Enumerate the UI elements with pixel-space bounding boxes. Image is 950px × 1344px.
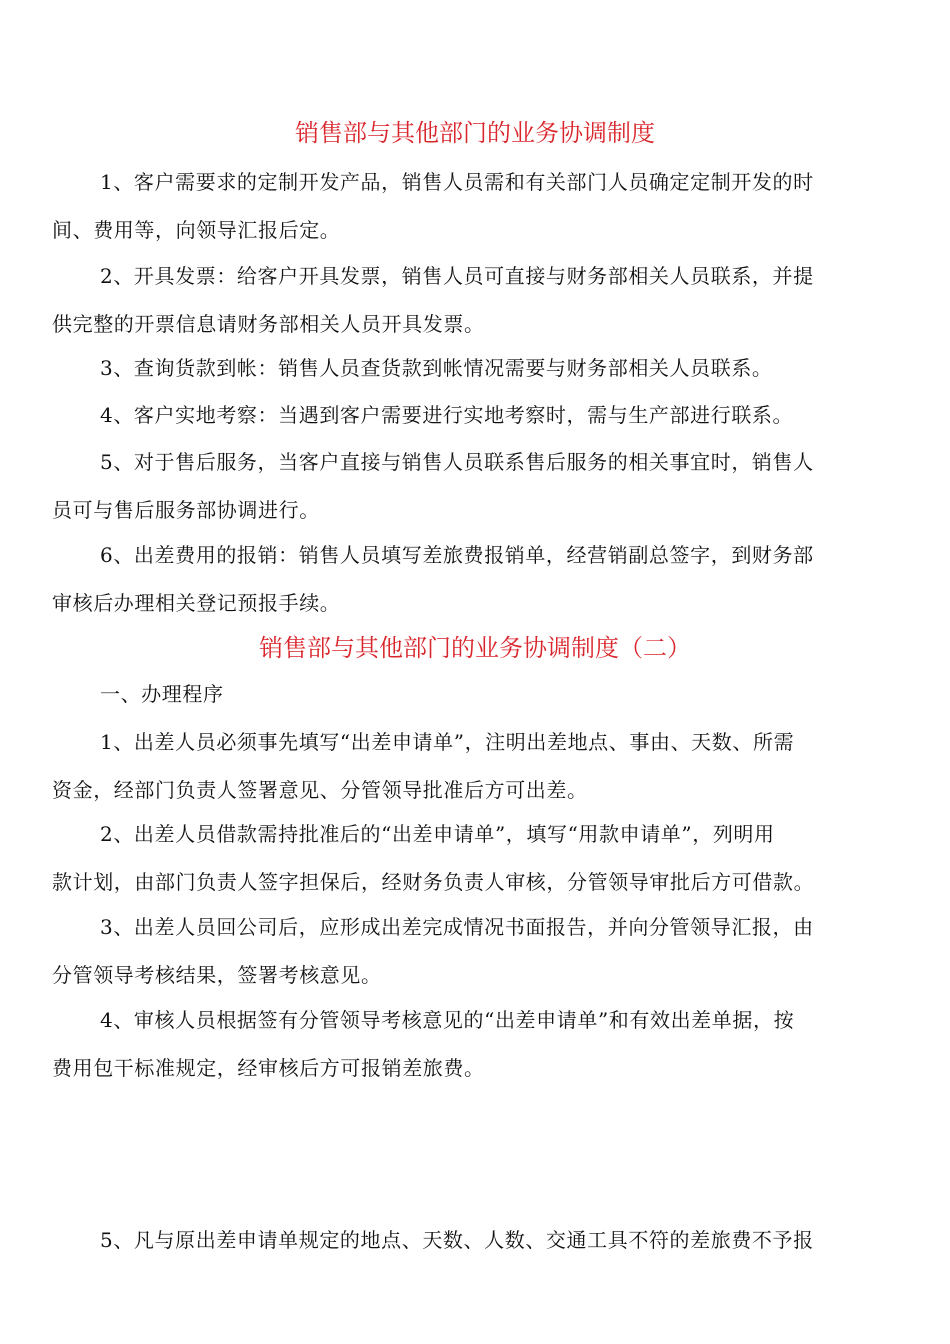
paragraph-line: 一、办理程序 [100,682,224,706]
section-2-title: 销售部与其他部门的业务协调制度（二） [259,634,691,662]
paragraph-line: 5、对于售后服务，当客户直接与销售人员联系售后服务的相关事宜时，销售人 [100,450,814,474]
section-1-paragraph-6 [52,531,900,627]
section-1-paragraph-2 [52,252,900,348]
paragraph-line: 3、查询货款到帐：销售人员查货款到帐情况需要与财务部相关人员联系。 [100,356,773,380]
paragraph-line: 审核后办理相关登记预报手续。 [52,591,341,615]
paragraph-line: 3、出差人员回公司后，应形成出差完成情况书面报告，并向分管领导汇报，由 [100,915,814,939]
section-1-paragraph-3 [52,344,900,392]
paragraph-line: 1、出差人员必须事先填写“出差申请单”，注明出差地点、事由、天数、所需 [100,730,795,754]
section-2-heading [52,670,900,718]
paragraph-line: 资金，经部门负责人签署意见、分管领导批准后方可出差。 [52,778,588,802]
paragraph-line: 间、费用等，向领导汇报后定。 [52,218,341,242]
paragraph-line: 2、开具发票：给客户开具发票，销售人员可直接与财务部相关人员联系，并提 [100,264,814,288]
section-1-paragraph-5 [52,438,900,534]
section-2-paragraph-5 [52,1216,900,1264]
paragraph-line: 6、出差费用的报销：销售人员填写差旅费报销单，经营销副总签字，到财务部 [100,543,814,567]
section-2-paragraph-1 [52,718,900,814]
section-1-paragraph-4 [52,391,900,439]
paragraph-line: 4、审核人员根据签有分管领导考核意见的“出差申请单”和有效出差单据，按 [100,1008,795,1032]
paragraph-line: 供完整的开票信息请财务部相关人员开具发票。 [52,312,485,336]
section-2-paragraph-2 [52,810,900,906]
paragraph-line: 2、出差人员借款需持批准后的“出差申请单”，填写“用款申请单”，列明用 [100,822,775,846]
paragraph-line: 4、客户实地考察：当遇到客户需要进行实地考察时，需与生产部进行联系。 [100,403,794,427]
paragraph-line: 员可与售后服务部协调进行。 [52,498,320,522]
section-1-paragraph-1 [52,158,900,254]
paragraph-line: 5、凡与原出差申请单规定的地点、天数、人数、交通工具不符的差旅费不予报 [100,1228,814,1252]
paragraph-line: 费用包干标准规定，经审核后方可报销差旅费。 [52,1056,485,1080]
section-2-paragraph-4 [52,996,900,1092]
section-2-paragraph-3 [52,903,900,999]
paragraph-line: 款计划，由部门负责人签字担保后，经财务负责人审核，分管领导审批后方可借款。 [52,870,815,894]
section-1-title: 销售部与其他部门的业务协调制度 [295,119,655,147]
paragraph-line: 1、客户需要求的定制开发产品，销售人员需和有关部门人员确定定制开发的时 [100,170,814,194]
paragraph-line: 分管领导考核结果，签署考核意见。 [52,963,382,987]
